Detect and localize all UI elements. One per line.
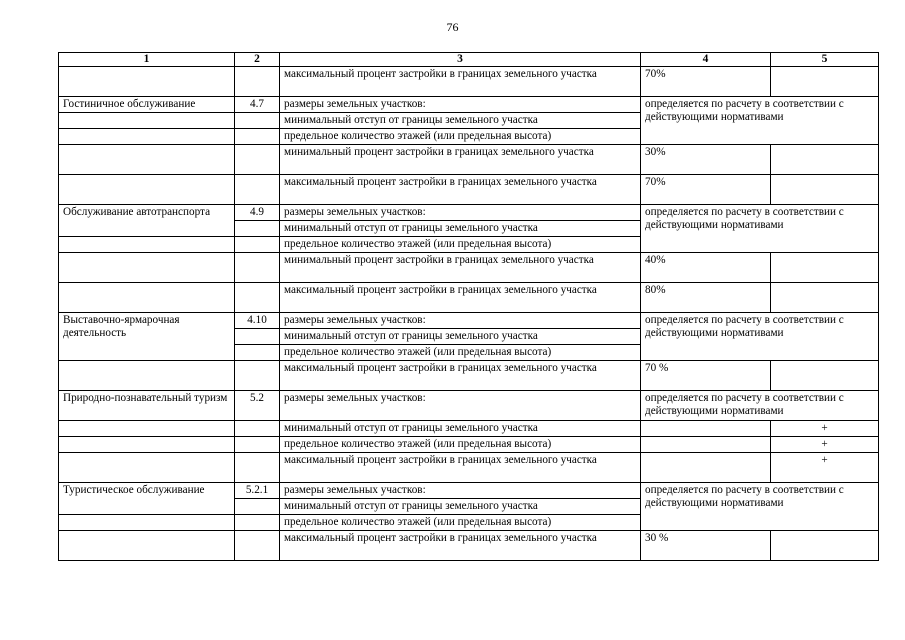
cell-param: минимальный отступ от границы земельного участка	[280, 421, 641, 437]
cell-extra	[771, 361, 879, 391]
table-row	[59, 145, 879, 175]
cell-param: предельное количество этажей (или предельная высота)	[280, 129, 641, 145]
cell-name	[59, 453, 235, 483]
cell-code	[235, 113, 280, 129]
cell-code	[235, 345, 280, 361]
cell-code: 4.9	[235, 205, 280, 221]
cell-name	[59, 253, 235, 283]
cell-param: минимальный процент застройки в границах земельного участка	[280, 253, 641, 283]
cell-value-merged: определяется по расчету в соответствии с действующими нормативами	[641, 391, 879, 421]
cell-param: размеры земельных участков:	[280, 205, 641, 221]
cell-value: 70%	[641, 67, 771, 97]
cell-code: 5.2	[235, 391, 280, 421]
cell-code	[235, 221, 280, 237]
cell-code	[235, 421, 280, 437]
cell-param: максимальный процент застройки в границах земельного участка	[280, 67, 641, 97]
cell-code	[235, 237, 280, 253]
cell-param: минимальный процент застройки в границах земельного участка	[280, 145, 641, 175]
header-col-4: 4	[641, 53, 771, 67]
cell-name: Туристическое обслуживание	[59, 483, 235, 515]
cell-param: максимальный процент застройки в границах земельного участка	[280, 175, 641, 205]
cell-extra	[771, 175, 879, 205]
cell-param: предельное количество этажей (или предельная высота)	[280, 345, 641, 361]
cell-name: Гостиничное обслуживание	[59, 97, 235, 113]
cell-code	[235, 437, 280, 453]
cell-code	[235, 515, 280, 531]
cell-code	[235, 253, 280, 283]
cell-param: предельное количество этажей (или предельная высота)	[280, 237, 641, 253]
header-row	[59, 53, 879, 67]
table-row	[59, 453, 879, 483]
page-number: 76	[446, 20, 459, 34]
cell-param: максимальный процент застройки в границах земельного участка	[280, 361, 641, 391]
table-row	[59, 97, 879, 113]
cell-value: 70 %	[641, 361, 771, 391]
cell-value: 40%	[641, 253, 771, 283]
cell-param: минимальный отступ от границы земельного участка	[280, 329, 641, 345]
cell-param: размеры земельных участков:	[280, 483, 641, 499]
cell-extra: +	[771, 437, 879, 453]
cell-name	[59, 145, 235, 175]
cell-value-merged: определяется по расчету в соответствии с действующими нормативами	[641, 483, 879, 531]
cell-extra	[771, 253, 879, 283]
land-use-table	[58, 52, 879, 561]
cell-param: предельное количество этажей (или предельная высота)	[280, 515, 641, 531]
cell-param: минимальный отступ от границы земельного участка	[280, 221, 641, 237]
table-row	[59, 437, 879, 453]
cell-name: Природно-познавательный туризм	[59, 391, 235, 421]
cell-name	[59, 175, 235, 205]
cell-code	[235, 129, 280, 145]
cell-value: 70%	[641, 175, 771, 205]
table-row	[59, 283, 879, 313]
cell-name	[59, 67, 235, 97]
cell-name: Выставочно-ярмарочная деятельность	[59, 313, 235, 361]
cell-name	[59, 129, 235, 145]
cell-value	[641, 421, 771, 437]
cell-name: Обслуживание автотранспорта	[59, 205, 235, 237]
cell-code: 4.7	[235, 97, 280, 113]
cell-param: размеры земельных участков:	[280, 97, 641, 113]
cell-code	[235, 283, 280, 313]
cell-code: 5.2.1	[235, 483, 280, 499]
header-col-1: 1	[59, 53, 235, 67]
cell-code	[235, 531, 280, 561]
table-row	[59, 391, 879, 421]
table-row	[59, 253, 879, 283]
cell-value-merged: определяется по расчету в соответствии с действующими нормативами	[641, 97, 879, 145]
table-row	[59, 175, 879, 205]
cell-code	[235, 453, 280, 483]
cell-name	[59, 421, 235, 437]
cell-name	[59, 237, 235, 253]
cell-value: 30%	[641, 145, 771, 175]
cell-name	[59, 361, 235, 391]
cell-value: 30 %	[641, 531, 771, 561]
cell-value-merged: определяется по расчету в соответствии с действующими нормативами	[641, 313, 879, 361]
cell-param: максимальный процент застройки в границах земельного участка	[280, 531, 641, 561]
cell-param: максимальный процент застройки в границах земельного участка	[280, 283, 641, 313]
cell-value	[641, 453, 771, 483]
header-col-2: 2	[235, 53, 280, 67]
header-col-3: 3	[280, 53, 641, 67]
cell-param: минимальный отступ от границы земельного участка	[280, 499, 641, 515]
cell-extra	[771, 531, 879, 561]
table-row	[59, 313, 879, 329]
cell-extra	[771, 145, 879, 175]
cell-code	[235, 145, 280, 175]
cell-value	[641, 437, 771, 453]
cell-extra: +	[771, 421, 879, 437]
cell-value: 80%	[641, 283, 771, 313]
table-row	[59, 421, 879, 437]
table-row	[59, 361, 879, 391]
header-col-5: 5	[771, 53, 879, 67]
cell-extra	[771, 283, 879, 313]
cell-value-merged: определяется по расчету в соответствии с действующими нормативами	[641, 205, 879, 253]
cell-param: предельное количество этажей (или предельная высота)	[280, 437, 641, 453]
table-row	[59, 483, 879, 499]
cell-name	[59, 113, 235, 129]
cell-param: размеры земельных участков:	[280, 313, 641, 329]
cell-name	[59, 283, 235, 313]
cell-name	[59, 531, 235, 561]
cell-code	[235, 175, 280, 205]
cell-extra	[771, 67, 879, 97]
cell-code	[235, 499, 280, 515]
cell-code	[235, 361, 280, 391]
cell-name	[59, 437, 235, 453]
table-row	[59, 67, 879, 97]
cell-code: 4.10	[235, 313, 280, 329]
cell-param: минимальный отступ от границы земельного участка	[280, 113, 641, 129]
cell-extra: +	[771, 453, 879, 483]
table-row	[59, 531, 879, 561]
cell-code	[235, 329, 280, 345]
cell-code	[235, 67, 280, 97]
cell-name	[59, 515, 235, 531]
cell-param: максимальный процент застройки в границах земельного участка	[280, 453, 641, 483]
table-row	[59, 205, 879, 221]
cell-param: размеры земельных участков:	[280, 391, 641, 421]
